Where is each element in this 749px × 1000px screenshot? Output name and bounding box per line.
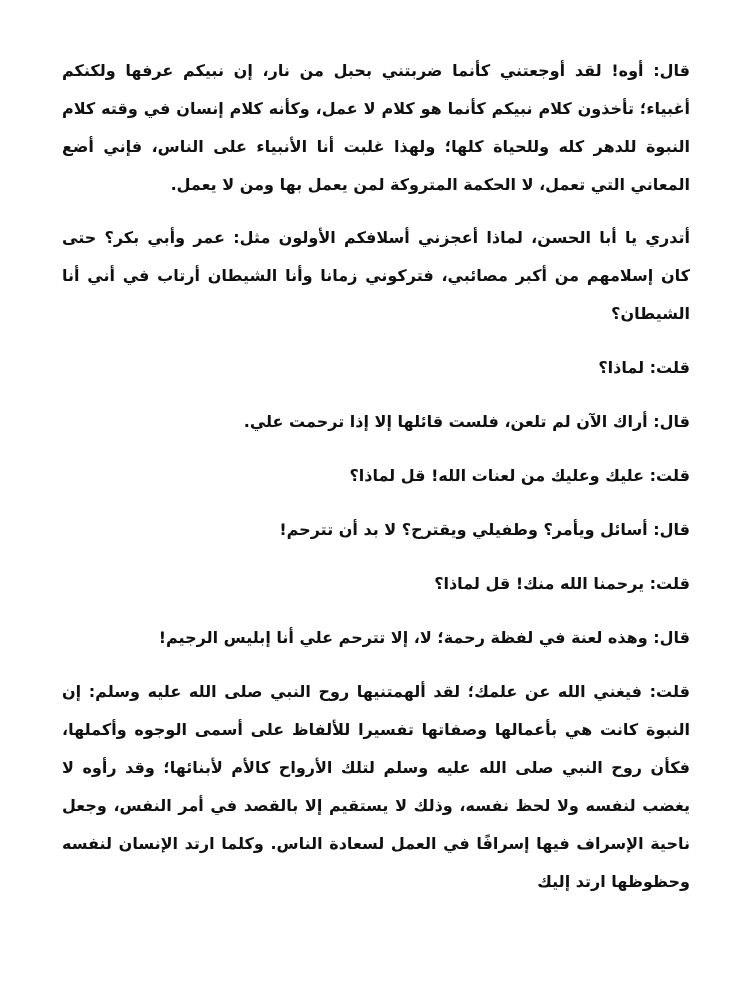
- paragraph-1: قال: أوه! لقد أوجعتني كأنما ضربتني بحبل من نار، إن نبيكم عرفها ولكنكم أغبياء؛ تأخذون كلام نبيكم كأنما هو كلام لا عمل، وكأنه كلام إنسان في وقته كلام النبوة للدهر كله وللحياة كلها؛ ولهذا غلبت أنا الأنبياء على الناس، فإني أضع المعاني التي تعمل، لا الحكمة المتروكة لمن يعمل بها ومن لا يعمل.: [62, 61, 690, 194]
- paragraph-6: قال: أسائل ويأمر؟ وطفيلي ويقترح؟ لا بد أن تترحم!: [279, 520, 690, 539]
- paragraph-9: قلت: فيغني الله عن علمك؛ لقد ألهمتنيها روح النبي صلى الله عليه وسلم: إن النبوة كانت هي بأعمالها وصفاتها تفسيرا للألفاظ على أسمى الوجوه وأكملها، فكأن روح النبي صلى الله عليه وسلم لتلك الأرواح كالأم لأبنائها؛ وقد رأوه لا يغضب لنفسه ولا لحظ نفسه، وذلك لا يستقيم إلا بالقصد في أمر النفس، وجعل ناحية الإسراف فيها إسرافًا في العمل لسعادة الناس. وكلما ارتد الإنسان لنفسه وحظوظها ارتد إليك: [62, 682, 690, 891]
- paragraph-8: قال: وهذه لعنة في لفظة رحمة؛ لا، إلا تترحم علي أنا إبليس الرجيم!: [158, 628, 690, 647]
- paragraph-4: قال: أراك الآن لم تلعن، فلست قائلها إلا إذا ترحمت علي.: [243, 412, 690, 431]
- paragraph-7: قلت: يرحمنا الله منك! قل لماذا؟: [434, 574, 690, 593]
- document-page: [62, 52, 690, 901]
- paragraph-2: أتدري يا أبا الحسن، لماذا أعجزني أسلافكم الأولون مثل: عمر وأبي بكر؟ حتى كان إسلامهم من أكبر مصائبي، فتركوني زمانا وأنا الشيطان أرتاب في أني أنا الشيطان؟: [62, 228, 690, 323]
- paragraph-5: قلت: عليك وعليك من لعنات الله! قل لماذا؟: [349, 466, 690, 485]
- paragraph-3: قلت: لماذا؟: [598, 358, 690, 377]
